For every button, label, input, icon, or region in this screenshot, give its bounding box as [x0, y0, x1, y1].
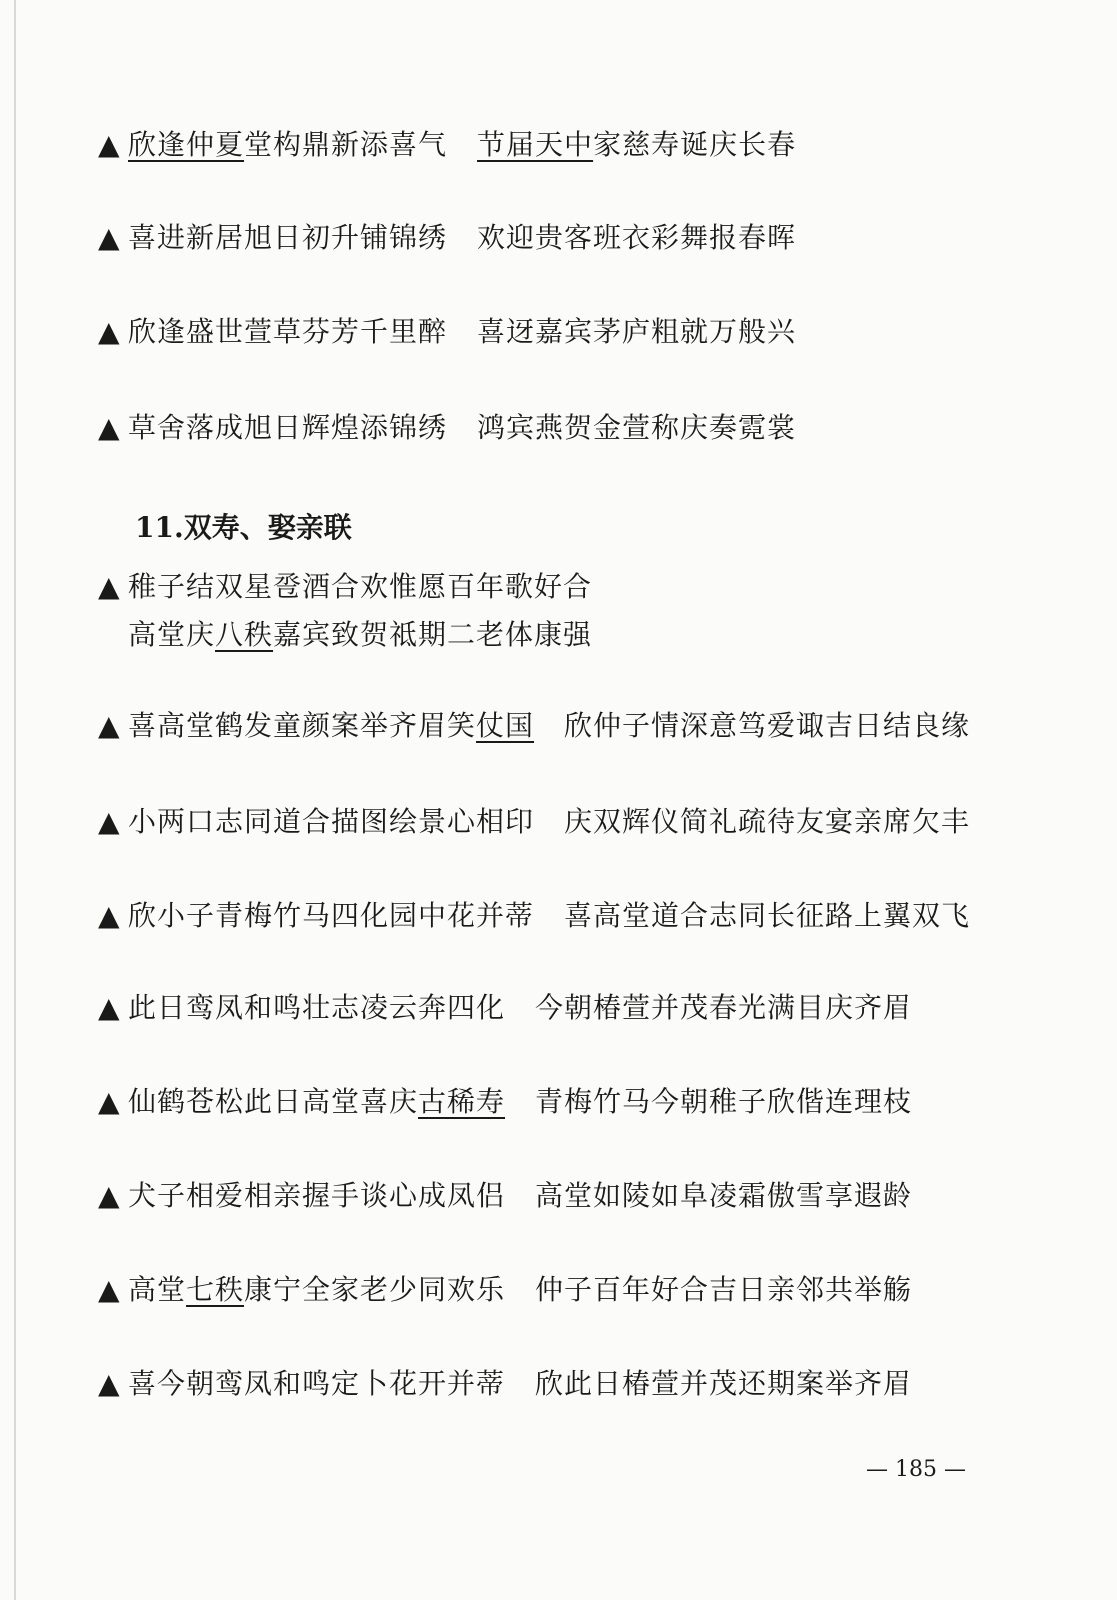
couplet-line-continued: 高堂庆八秩嘉宾致贺祗期二老体康强 [128, 618, 593, 651]
couplet-line: ▲ 草舍落成旭日辉煌添锦绣 鸿宾燕贺金萱称庆奏霓裳 [98, 408, 796, 448]
page-fold-shadow [14, 0, 16, 1600]
couplet-line: ▲ 仙鹤苍松此日高堂喜庆古稀寿 青梅竹马今朝稚子欣偕连理枝 [98, 1082, 912, 1122]
triangle-marker-icon: ▲ [98, 570, 121, 603]
couplet-line: ▲ 欣逢仲夏堂构鼎新添喜气 节届天中家慈寿诞庆长春 [98, 125, 796, 165]
triangle-marker-icon: ▲ [98, 128, 121, 161]
couplet-line: ▲ 稚子结双星卺酒合欢惟愿百年歌好合 [98, 567, 592, 607]
couplet-line: ▲ 犬子相爱相亲握手谈心成凤侣 高堂如陵如阜凌霜傲雪享遐龄 [98, 1176, 912, 1216]
couplet-line: ▲ 欣逢盛世萱草芬芳千里醉 喜迓嘉宾茅庐粗就万般兴 [98, 312, 796, 352]
triangle-marker-icon: ▲ [98, 899, 121, 932]
triangle-marker-icon: ▲ [98, 1367, 121, 1400]
couplet-line: ▲ 欣小子青梅竹马四化园中花并蒂 喜高堂道合志同长征路上翼双飞 [98, 896, 970, 936]
triangle-marker-icon: ▲ [98, 315, 121, 348]
triangle-marker-icon: ▲ [98, 709, 121, 742]
couplet-line: ▲ 小两口志同道合描图绘景心相印 庆双辉仪简礼疏待友宴亲席欠丰 [98, 802, 970, 842]
couplet-line: ▲ 高堂七秩康宁全家老少同欢乐 仲子百年好合吉日亲邻共举觞 [98, 1270, 912, 1310]
triangle-marker-icon: ▲ [98, 805, 121, 838]
page-number: — 185 — [866, 1457, 966, 1482]
triangle-marker-icon: ▲ [98, 991, 121, 1024]
section-heading: 11.双寿、娶亲联 [135, 511, 352, 544]
triangle-marker-icon: ▲ [98, 221, 121, 254]
triangle-marker-icon: ▲ [98, 1179, 121, 1212]
couplet-line: ▲ 喜高堂鹤发童颜案举齐眉笑仗国 欣仲子情深意笃爱诹吉日结良缘 [98, 706, 970, 746]
triangle-marker-icon: ▲ [98, 1085, 121, 1118]
triangle-marker-icon: ▲ [98, 411, 121, 444]
couplet-line: ▲ 喜进新居旭日初升铺锦绣 欢迎贵客班衣彩舞报春晖 [98, 218, 796, 258]
couplet-line: ▲ 喜今朝鸾凤和鸣定卜花开并蒂 欣此日椿萱并茂还期案举齐眉 [98, 1364, 912, 1404]
triangle-marker-icon: ▲ [98, 1273, 121, 1306]
couplet-line: ▲ 此日鸾凤和鸣壮志凌云奔四化 今朝椿萱并茂春光满目庆齐眉 [98, 988, 912, 1028]
